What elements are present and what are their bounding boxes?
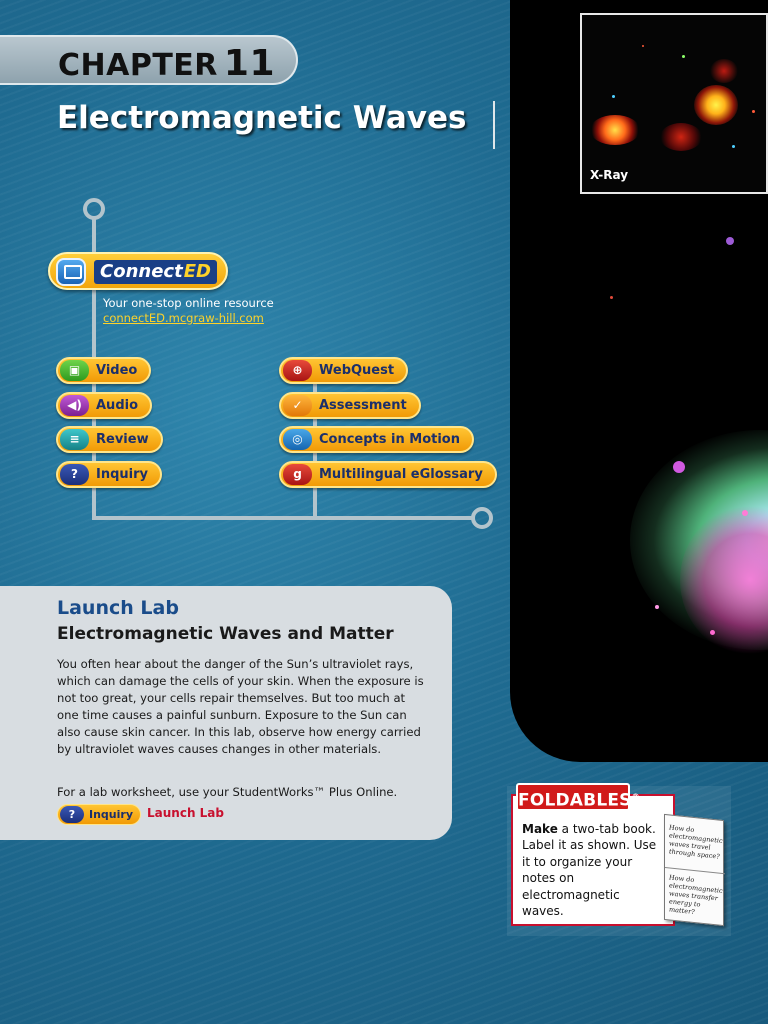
chapter-label — [58, 43, 275, 84]
launch-lab-body: You often hear about the danger of the Sun’s ultraviolet rays, which can damage the cells of your skin. When the exposure is not too great, your cells repair themselves. But too much at one time causes a painful sunburn. Exposure to the Sun can also cause skin cancer. In this lab, observe how energy carried by ultraviolet waves causes changes in other materials. — [57, 657, 424, 756]
concepts-in-motion-button[interactable] — [279, 426, 474, 453]
xray-star — [642, 45, 644, 47]
book-tab-top: How do electromagnetic waves travel through space? — [669, 823, 723, 861]
launch-lab-subheading: Electromagnetic Waves and Matter — [57, 624, 394, 644]
lab-inquiry-button[interactable] — [57, 804, 141, 825]
worksheet-note: For a lab worksheet, use your StudentWorks™ Plus Online. — [57, 785, 398, 799]
connected-url-link[interactable]: connectED.mcgraw-hill.com — [103, 311, 264, 325]
eglossary-icon: g — [283, 464, 312, 485]
two-tab-book-illustration — [664, 814, 724, 926]
xray-star — [682, 55, 685, 58]
star — [710, 630, 715, 635]
chapter-word: CHAPTER — [58, 48, 218, 83]
audio-button[interactable] — [56, 392, 152, 419]
chapter-number: 11 — [223, 43, 275, 84]
circuit-node-end — [471, 507, 493, 529]
inquiry-icon: ? — [60, 806, 84, 823]
multilingual-eglossary-button[interactable] — [279, 461, 497, 488]
book-tab-bottom: How do electromagnetic waves transfer energy to matter? — [669, 873, 723, 917]
inquiry-icon: ? — [60, 464, 89, 485]
inquiry-button[interactable] — [56, 461, 162, 488]
inquiry-label: Inquiry — [96, 467, 148, 482]
concepts-in-motion-label: Concepts in Motion — [319, 432, 460, 447]
assessment-icon: ✓ — [283, 395, 312, 416]
assessment-button[interactable] — [279, 392, 421, 419]
xray-source — [590, 115, 640, 145]
xray-inset — [580, 13, 768, 194]
review-icon: ≡ — [60, 429, 89, 450]
xray-source — [660, 123, 702, 151]
audio-icon: ◀) — [60, 395, 89, 416]
video-button[interactable] — [56, 357, 151, 384]
star — [726, 237, 734, 245]
xray-source — [710, 59, 738, 83]
star — [655, 605, 659, 609]
webquest-label: WebQuest — [319, 363, 395, 378]
connected-badge[interactable] — [48, 252, 228, 290]
audio-label: Audio — [96, 398, 139, 413]
eglossary-label: Multilingual eGlossary — [319, 467, 483, 482]
launch-lab-link[interactable]: Launch Lab — [147, 806, 224, 820]
lab-inquiry-label: Inquiry — [89, 808, 133, 821]
webquest-button[interactable] — [279, 357, 408, 384]
review-button[interactable] — [56, 426, 163, 453]
webquest-icon: ⊕ — [283, 360, 312, 381]
review-label: Review — [96, 432, 149, 447]
foldables-banner: FOLDABLES® — [516, 783, 630, 811]
star — [742, 510, 748, 516]
launch-lab-heading: Launch Lab — [57, 597, 179, 619]
chapter-title: Electromagnetic Waves — [57, 100, 467, 136]
concepts-in-motion-icon: ◎ — [283, 429, 312, 450]
star — [673, 461, 685, 473]
circuit-line-bottom — [92, 516, 472, 520]
title-divider — [493, 101, 495, 149]
connected-tagline: Your one-stop online resource — [103, 296, 274, 310]
xray-star — [752, 110, 755, 113]
xray-star — [732, 145, 735, 148]
xray-label: X-Ray — [590, 168, 629, 182]
foldables-instructions: Make a two-tab book. Label it as shown. Use it to organize your notes on electromagnetic waves. — [522, 822, 657, 919]
star — [610, 296, 613, 299]
computer-icon — [56, 258, 86, 286]
xray-source — [694, 85, 738, 125]
video-label: Video — [96, 363, 138, 378]
xray-star — [612, 95, 615, 98]
video-icon: ▣ — [60, 360, 89, 381]
connected-logo: ConnectED — [94, 260, 217, 284]
assessment-label: Assessment — [319, 398, 407, 413]
circuit-node-top — [83, 198, 105, 220]
